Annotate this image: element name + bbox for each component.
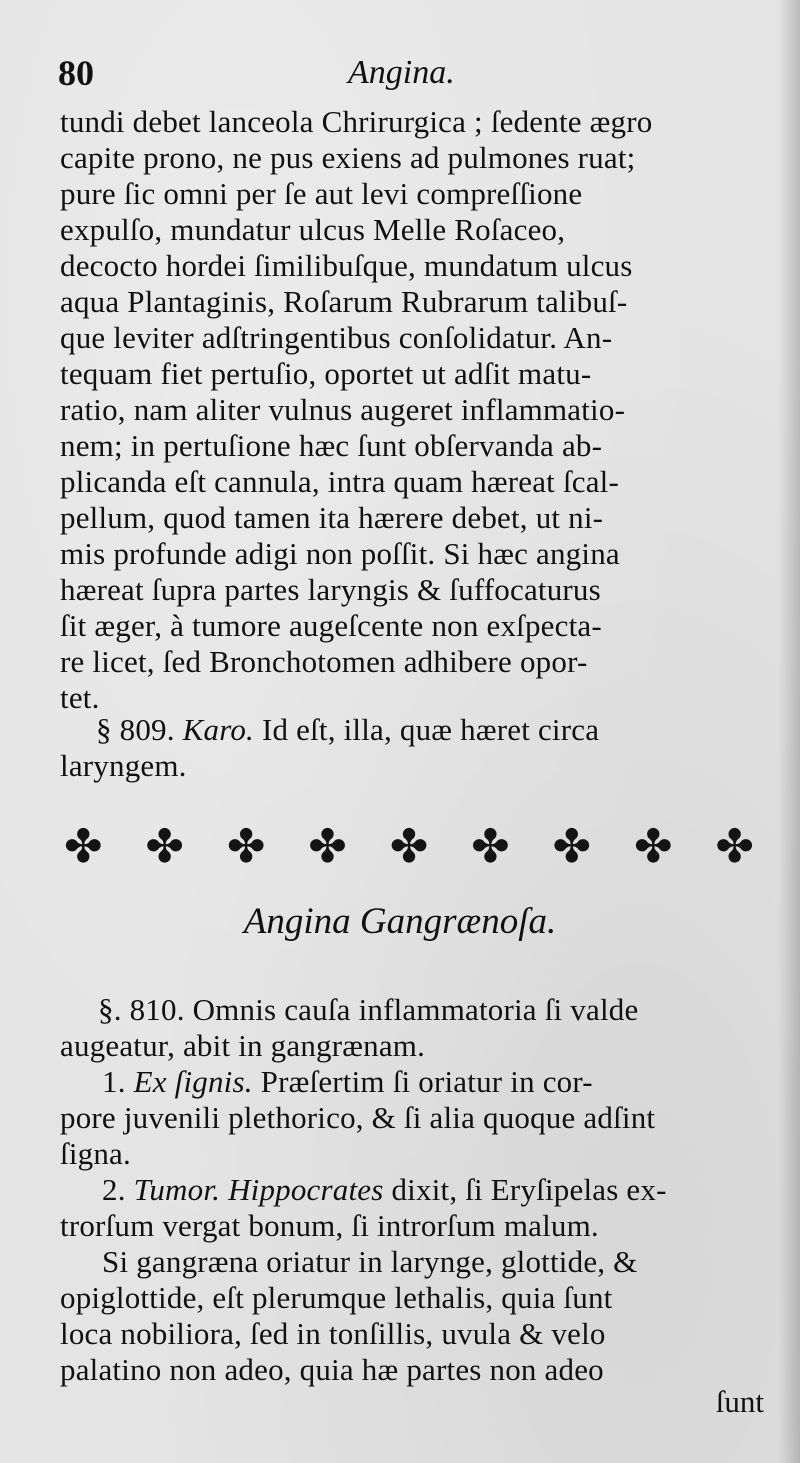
text-line: hæreat ſupra partes laryngis & ſuffocaturus [60,572,601,607]
text-line: palatino non adeo, quia hæ partes non adeo [60,1352,604,1387]
text-line: ratio, nam aliter vulnus augeret inflammatio- [60,392,626,427]
text-line: ſit æger, à tumore augeſcente non exſpecta- [60,608,602,643]
fleuron-icon: ✤ [633,821,673,872]
text-line: Si gangræna oriatur in larynge, glottide, & [102,1244,638,1279]
running-head: Angina. [348,54,455,91]
item-label: Tumor. [133,1172,221,1207]
text-line: pellum, quod tamen ita hærere debet, ut ni- [60,500,604,535]
ornament-divider [64,822,754,872]
item-number: 2. [102,1172,126,1207]
text-line: mis profunde adigi non poſſit. Si hæc angina [60,536,620,571]
text-line: plicanda eſt cannula, intra quam hæreat ſcal- [60,464,620,499]
fleuron-icon: ✤ [715,821,754,872]
text-line: augeatur, abit in gangrænam. [60,1028,426,1063]
text-span: dixit, ſi Eryſipelas ex- [391,1172,667,1207]
text-line: nem; in pertuſione hæc ſunt obſervanda ab- [60,428,603,463]
text-line: laryngem. [60,748,187,783]
text-line: loca nobiliora, ſed in tonſillis, uvula & velo [60,1316,606,1351]
text-span: Præſertim ſi oriatur in cor- [260,1064,593,1099]
item-number: 1. [102,1064,126,1099]
fleuron-icon: ✤ [552,821,592,872]
text-line: pure ſic omni per ſe aut levi compreſſione [60,176,583,211]
text-line: decocto hordei ſimilibuſque, mundatum ulcus [60,248,633,283]
section-title: Angina Gangrænoſa. [243,901,557,942]
text-line: trorſum vergat bonum, ſi introrſum malum. [60,1208,599,1243]
fleuron-icon: ✤ [226,821,266,872]
page-number: 80 [58,53,94,93]
text-line [102,1064,593,1100]
text-line: tet. [60,680,100,715]
fleuron-icon: ✤ [64,821,103,872]
text-line: pore juvenili plethorico, & ſi alia quoque adſint [60,1100,656,1135]
fleuron-icon: ✤ [308,821,347,872]
text-line [102,1172,667,1208]
text-line: capite prono, ne pus exiens ad pulmones ruat; [60,140,636,175]
text-line: §. 810. Omnis cauſa inflammatoria ſi valde [98,992,639,1027]
catchword: ſunt [715,1384,764,1419]
fleuron-icon: ✤ [145,821,184,872]
text-line: opiglottide, eſt plerumque lethalis, quia ſunt [60,1280,613,1315]
text-line [96,712,599,748]
fleuron-icon: ✤ [389,821,429,872]
page-edge-shadow [778,0,800,1463]
term: Karo. [182,712,254,747]
text-line: aqua Plantaginis, Roſarum Rubrarum talibuſ- [60,284,628,319]
item-label: Ex ſignis. [133,1064,253,1099]
text-line: re licet, ſed Bronchotomen adhibere opor- [60,644,588,679]
fleuron-icon: ✤ [471,821,510,872]
text-line: expulſo, mundatur ulcus Melle Roſaceo, [60,212,566,247]
section-marker: § 809. [96,712,175,747]
author-name: Hippocrates [228,1172,384,1207]
text-line: que leviter adſtringentibus conſolidatur. An- [60,320,613,355]
text-line: ſigna. [60,1136,131,1171]
text-line: tundi debet lanceola Chrirurgica ; ſedente ægro [60,104,653,139]
text-line: tequam fiet pertuſio, oportet ut adſit matu- [60,356,592,391]
text-span: Id eſt, illa, quæ hæret circa [261,712,600,747]
page-header [58,52,758,102]
